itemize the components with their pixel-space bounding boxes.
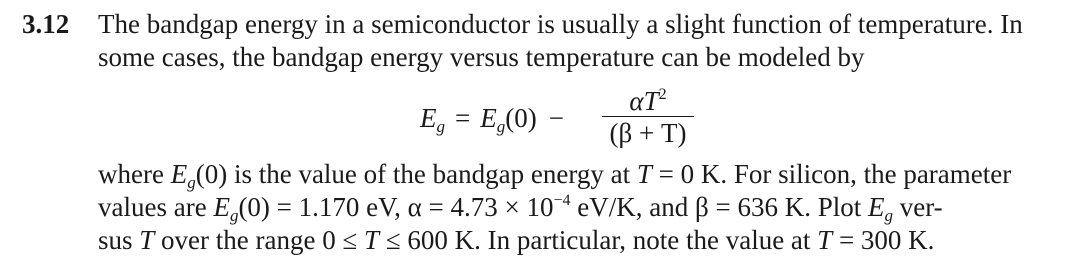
- problem-text-line-1: The bandgap energy in a semiconductor is usually a slight function of temperature. In: [98, 9, 1023, 39]
- problem-text-line-2: some cases, the bandgap energy versus temperature can be modeled by: [98, 42, 865, 72]
- problem-text-line-5: values are $E_g(0) = 1.170$ eV, $\alpha = 4.73 \times 10^{-4}$ eV/K, and β = 636 K. Plot $E_g$ ver-: [98, 192, 943, 225]
- fraction-numerator: $\alpha T^2$: [629, 86, 667, 116]
- fraction-denominator: (β + T): [609, 118, 687, 148]
- problem-text-line-4: where $E_g(0)$ is the value of the bandgap energy at T = 0 K. For silicon, the parameter: [98, 159, 1012, 192]
- problem-number: 3.12: [22, 9, 70, 39]
- problem-text-line-6: sus T over the range 0 ≤ T ≤ 600 K. In particular, note the value at T = 300 K.: [98, 225, 935, 255]
- equation-lhs: $E_g = E_g(0)$ −: [420, 103, 564, 136]
- fraction-bar: [602, 116, 694, 117]
- equation-fraction: [598, 86, 698, 150]
